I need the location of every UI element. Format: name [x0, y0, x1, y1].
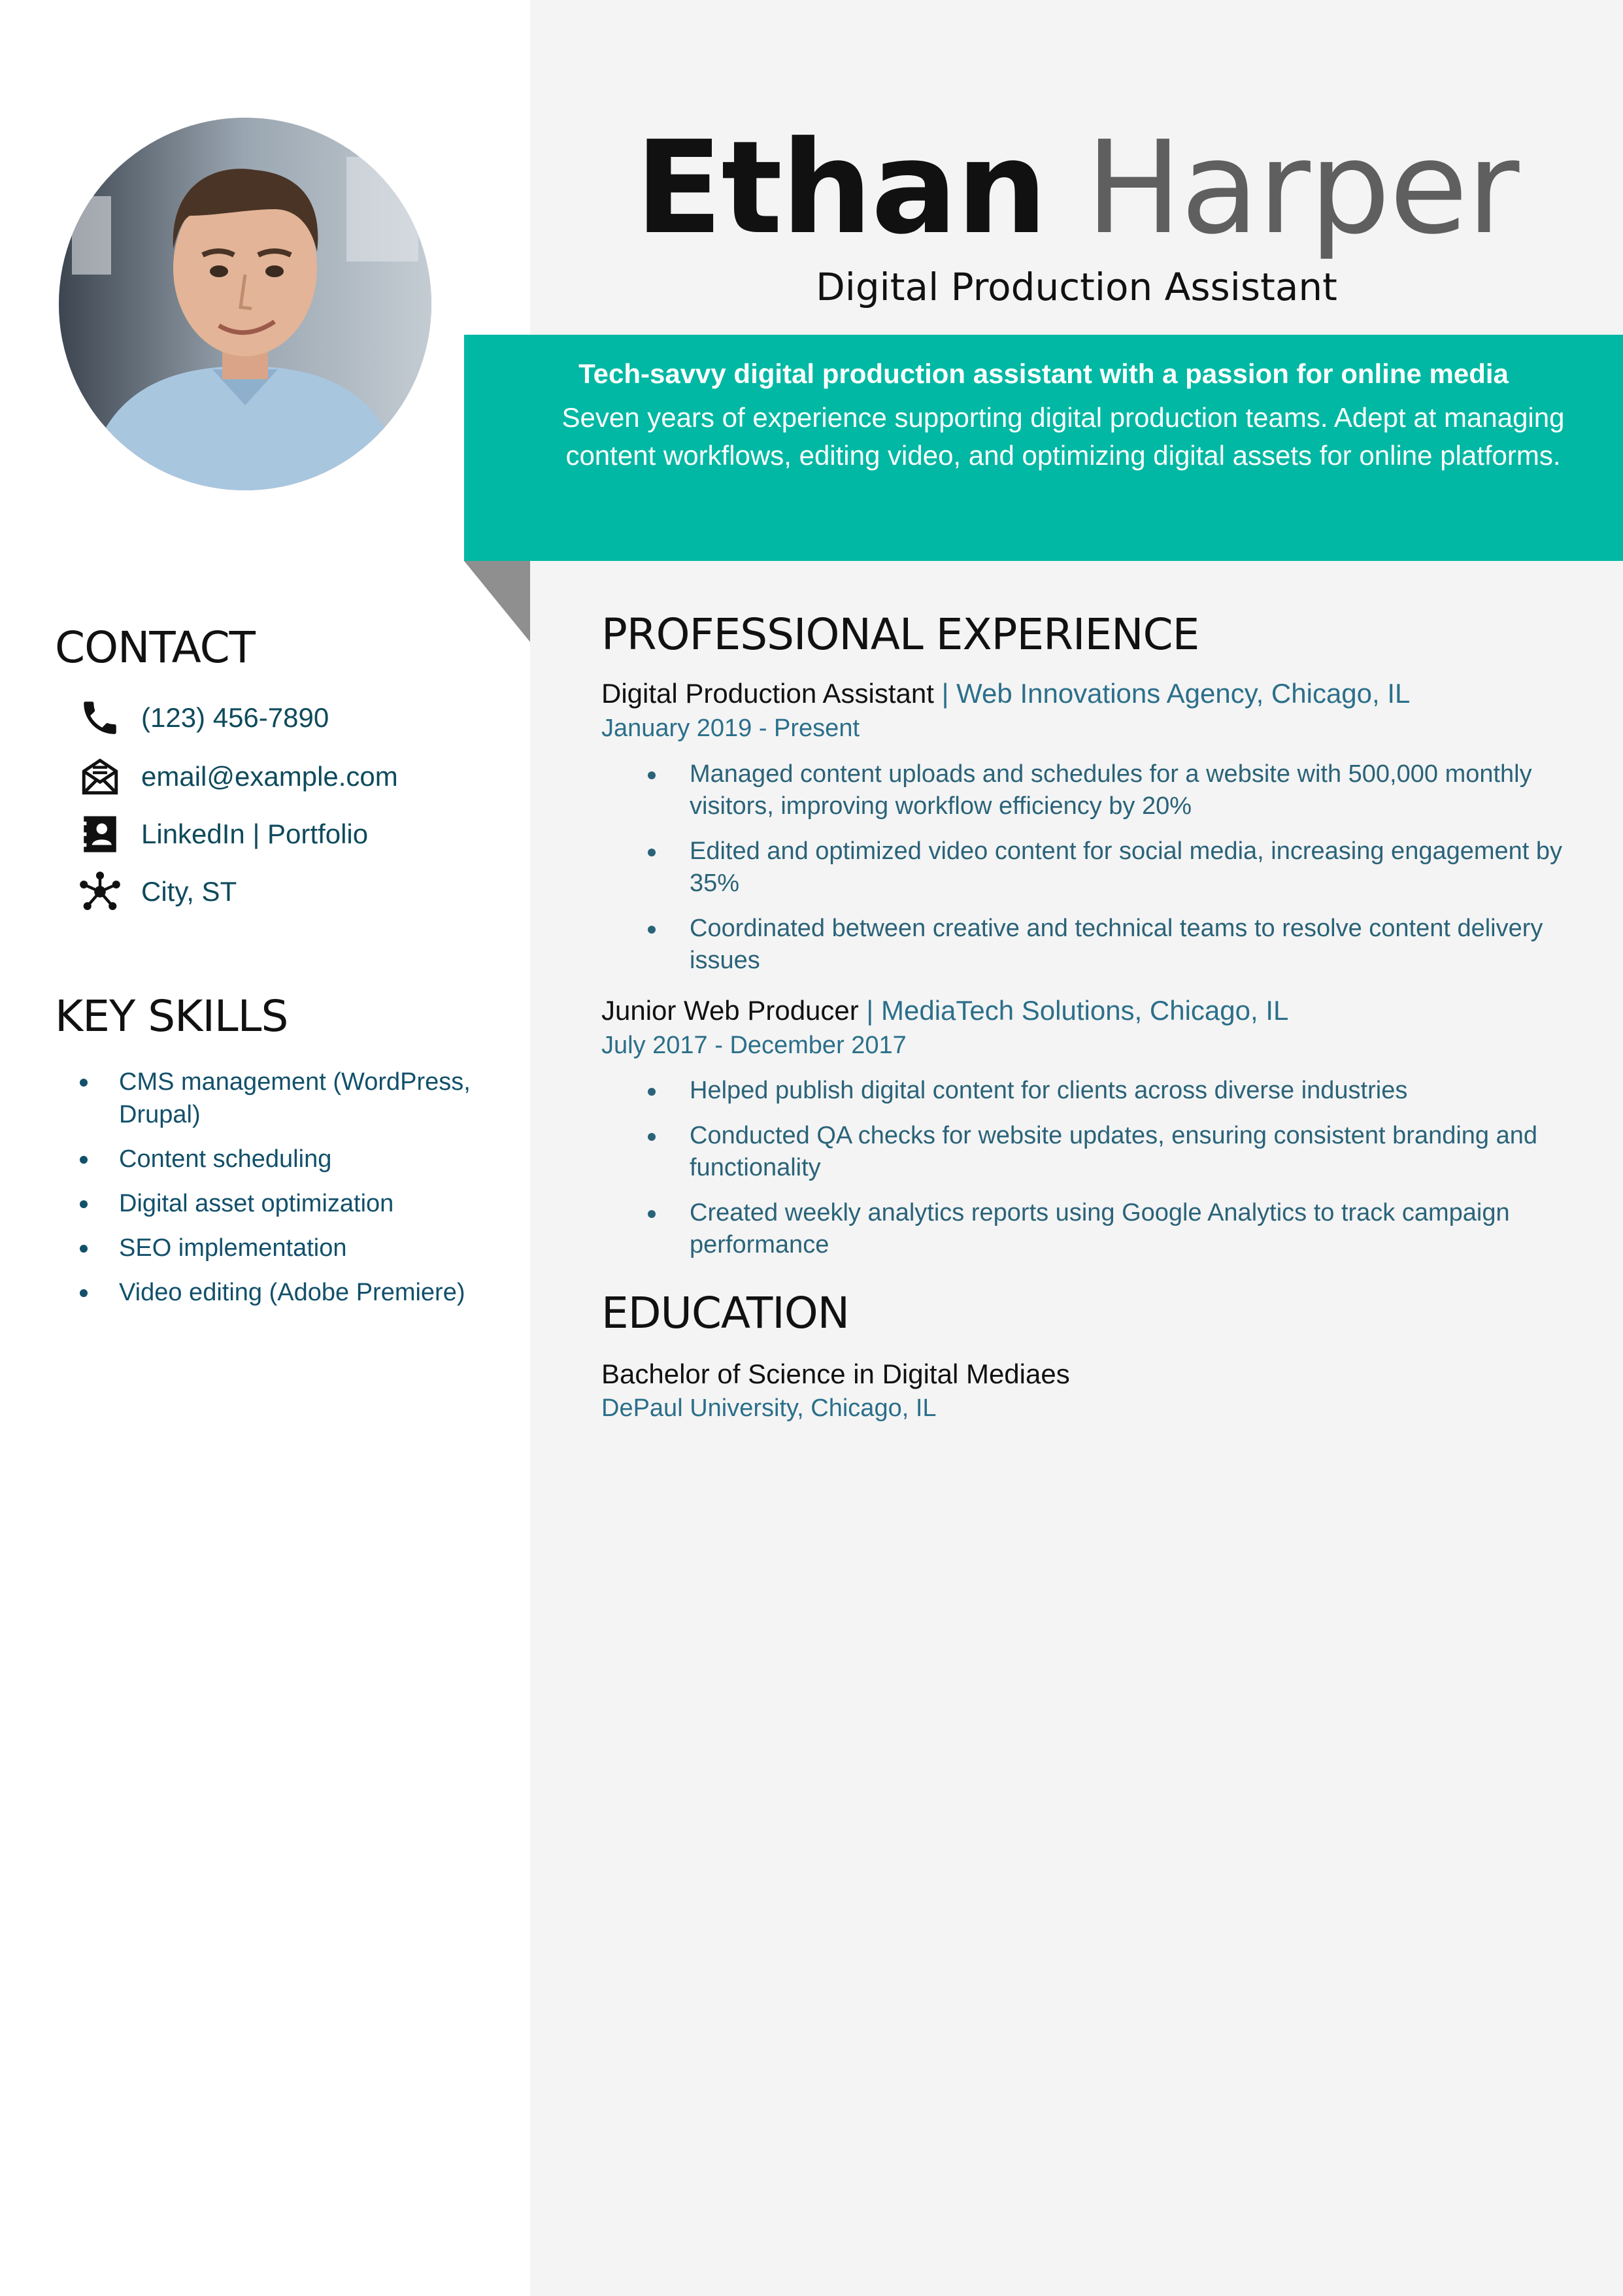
- job-company: Web Innovations Agency, Chicago, IL: [956, 678, 1411, 709]
- skills-heading: KEY SKILLS: [55, 991, 288, 1041]
- job-separator: |: [933, 678, 957, 709]
- profile-photo: [59, 118, 431, 490]
- location: City, ST: [141, 876, 237, 907]
- summary-banner: [464, 335, 1623, 561]
- job-bullets: [644, 1075, 1585, 1274]
- first-name: Ethan: [635, 114, 1046, 263]
- list-item: Created weekly analytics reports using Google Analytics to track campaign performance: [644, 1197, 1585, 1261]
- network-icon: [77, 869, 123, 915]
- email-address: email@example.com: [141, 761, 398, 792]
- contact-heading: CONTACT: [55, 622, 255, 673]
- contact-location[interactable]: [77, 866, 237, 918]
- list-item: CMS management (WordPress, Drupal): [77, 1066, 509, 1131]
- job-title: Digital Production Assistant: [816, 265, 1337, 309]
- last-name: Harper: [1085, 114, 1518, 263]
- job-role: Junior Web Producer: [601, 995, 859, 1026]
- envelope-icon: [77, 754, 123, 800]
- job-header: [601, 995, 1288, 1026]
- contact-phone[interactable]: [77, 692, 329, 744]
- list-item: Coordinated between creative and technical teams to resolve content delivery issues: [644, 913, 1585, 977]
- summary-text: Seven years of experience supporting digital production teams. Adept at managing content workflows, editing video, and optimizing digital assets for online platforms.: [561, 402, 1565, 471]
- list-item: Helped publish digital content for clients across diverse industries: [644, 1075, 1585, 1107]
- job-role: Digital Production Assistant: [601, 678, 934, 709]
- contact-card-icon: [77, 811, 123, 857]
- summary-headline: Tech-savvy digital production assistant with a passion for online media: [578, 358, 1509, 389]
- list-item: Conducted QA checks for website updates, ensuring consistent branding and functionality: [644, 1120, 1585, 1184]
- job-header: [601, 678, 1410, 709]
- list-item: Content scheduling: [77, 1143, 509, 1175]
- list-item: Video editing (Adobe Premiere): [77, 1276, 509, 1309]
- experience-heading: PROFESSIONAL EXPERIENCE: [601, 609, 1199, 660]
- candidate-name: [530, 114, 1623, 263]
- school: DePaul University, Chicago, IL: [601, 1394, 937, 1422]
- contact-links[interactable]: [77, 808, 368, 860]
- profile-links: LinkedIn | Portfolio: [141, 819, 369, 849]
- job-separator: |: [858, 995, 881, 1026]
- job-dates: January 2019 - Present: [601, 715, 860, 742]
- job-company: MediaTech Solutions, Chicago, IL: [881, 995, 1289, 1026]
- degree: Bachelor of Science in Digital Mediaes: [601, 1359, 1070, 1389]
- avatar: [59, 118, 431, 490]
- phone-icon: [77, 695, 123, 741]
- list-item: Digital asset optimization: [77, 1187, 509, 1220]
- education-heading: EDUCATION: [601, 1288, 850, 1338]
- skills-list: [77, 1066, 509, 1321]
- job-dates: July 2017 - December 2017: [601, 1032, 907, 1059]
- banner-fold: [464, 561, 530, 642]
- list-item: Managed content uploads and schedules for a website with 500,000 monthly visitors, improving workflow efficiency by 20%: [644, 758, 1585, 822]
- list-item: SEO implementation: [77, 1232, 509, 1264]
- phone-number: (123) 456-7890: [141, 702, 329, 733]
- job-bullets: [644, 758, 1585, 990]
- list-item: Edited and optimized video content for social media, increasing engagement by 35%: [644, 836, 1585, 900]
- contact-email[interactable]: [77, 751, 398, 803]
